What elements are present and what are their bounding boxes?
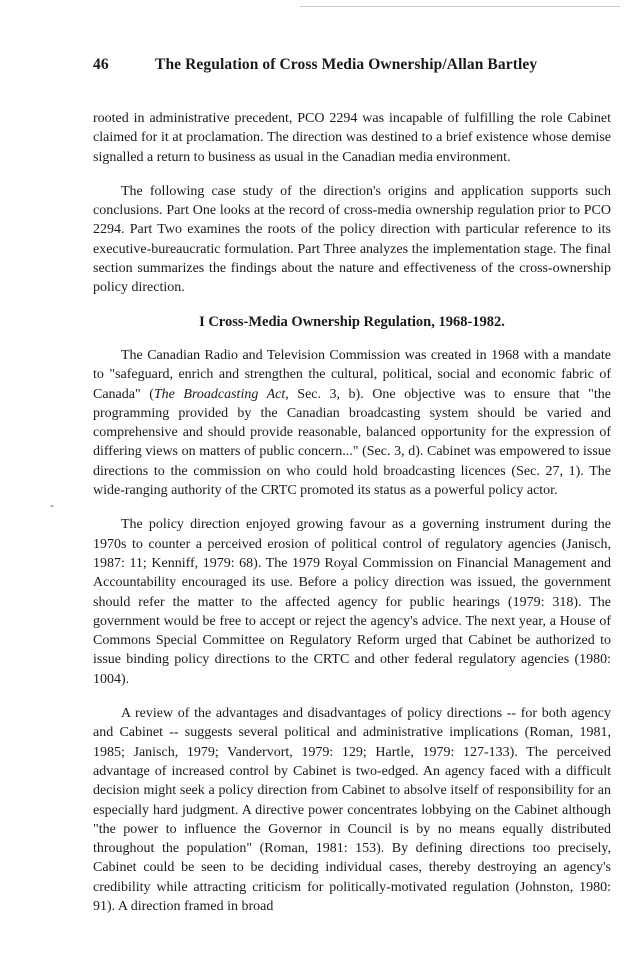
paragraph-3-part-b: , Sec. 3, b). One objective was to ensure that "the programming provided by the Canadian broadcasting system should be varied and comprehensive and should provide reasonable, balanced opportunity for the expression of differing views on matters of public concern..." (Sec. 3, d). Cabinet was empowered to issue directions to the commission on who could hold broadcasting licences (Sec. 27, 1). The wide-ranging authority of the CRTC promoted its status as a powerful policy actor. (93, 386, 612, 499)
running-header (93, 56, 563, 74)
paragraph-5: A review of the advantages and disadvantages of policy directions -- for both agency and Cabinet -- suggests several political and administrative implications (Roman, 1981, 1985; Janisch, 1979; Vandervort, 1979: 129; Hartle, 1979: 127-133). The perceived advantage of increased control by Cabinet is two-edged. An agency faced with a difficult decision might seek a policy direction from Cabinet to absolve itself of responsibility for an especially hard judgment. A directive power concentrates lobbying on the Cabinet although "the power to influence the Governor in Council is by no means equally distributed throughout the population" (Roman, 1981: 153). By defining directions too precisely, Cabinet could be seen to be deciding individual cases, thereby destroying an agency's credibility while attracting criticism for politically-motivated regulation (Johnston, 1980: 91). A direction framed in broad (93, 706, 611, 914)
paragraph-3 (93, 346, 611, 500)
section-heading: I Cross-Media Ownership Regulation, 1968-1982. (199, 313, 505, 330)
page-body (93, 109, 611, 931)
running-title: The Regulation of Cross Media Ownership/Allan Bartley (155, 56, 538, 73)
act-title: The Broadcasting Act (153, 386, 286, 402)
paragraph-3-part-a: The Canadian Radio and Television Commission was created in 1968 with a mandate to "safeguard, enrich and strengthen the cultural, political, social and economic fabric of Canada" ( (93, 347, 611, 402)
paragraph-2: The following case study of the direction's origins and application supports such conclusions. Part One looks at the record of cross-media ownership regulation prior to PCO 2294. Part Two examines the roots of the policy direction with particular reference to its executive-bureaucratic formulation. Part Three analyzes the implementation stage. The final section summarizes the findings about the nature and effectiveness of the cross-ownership policy direction. (93, 183, 611, 296)
scan-edge-rule (300, 6, 620, 7)
page-number: 46 (93, 56, 109, 73)
paragraph-1: rooted in administrative precedent, PCO 2294 was incapable of fulfilling the role Cabinet claimed for it at proclamation. The direction was destined to a brief existence whose demise signalled a return to business as usual in the Canadian media environment. (93, 111, 611, 165)
paragraph-4: The policy direction enjoyed growing favour as a governing instrument during the 1970s to counter a perceived erosion of political control of regulatory agencies (Janisch, 1987: 11; Kenniff, 1979: 68). The 1979 Royal Commission on Financial Management and Accountability encouraged its use. Before a policy direction was issued, the government should refer the matter to the affected agency for public hearings (1979: 318). The government would be free to accept or reject the agency's advice. The next year, a House of Commons Special Committee on Regulatory Reform urged that Cabinet be authorized to issue binding policy directions to the CRTC and other federal regulatory agencies (1980: 1004). (93, 517, 611, 687)
margin-mark: - (50, 498, 54, 512)
